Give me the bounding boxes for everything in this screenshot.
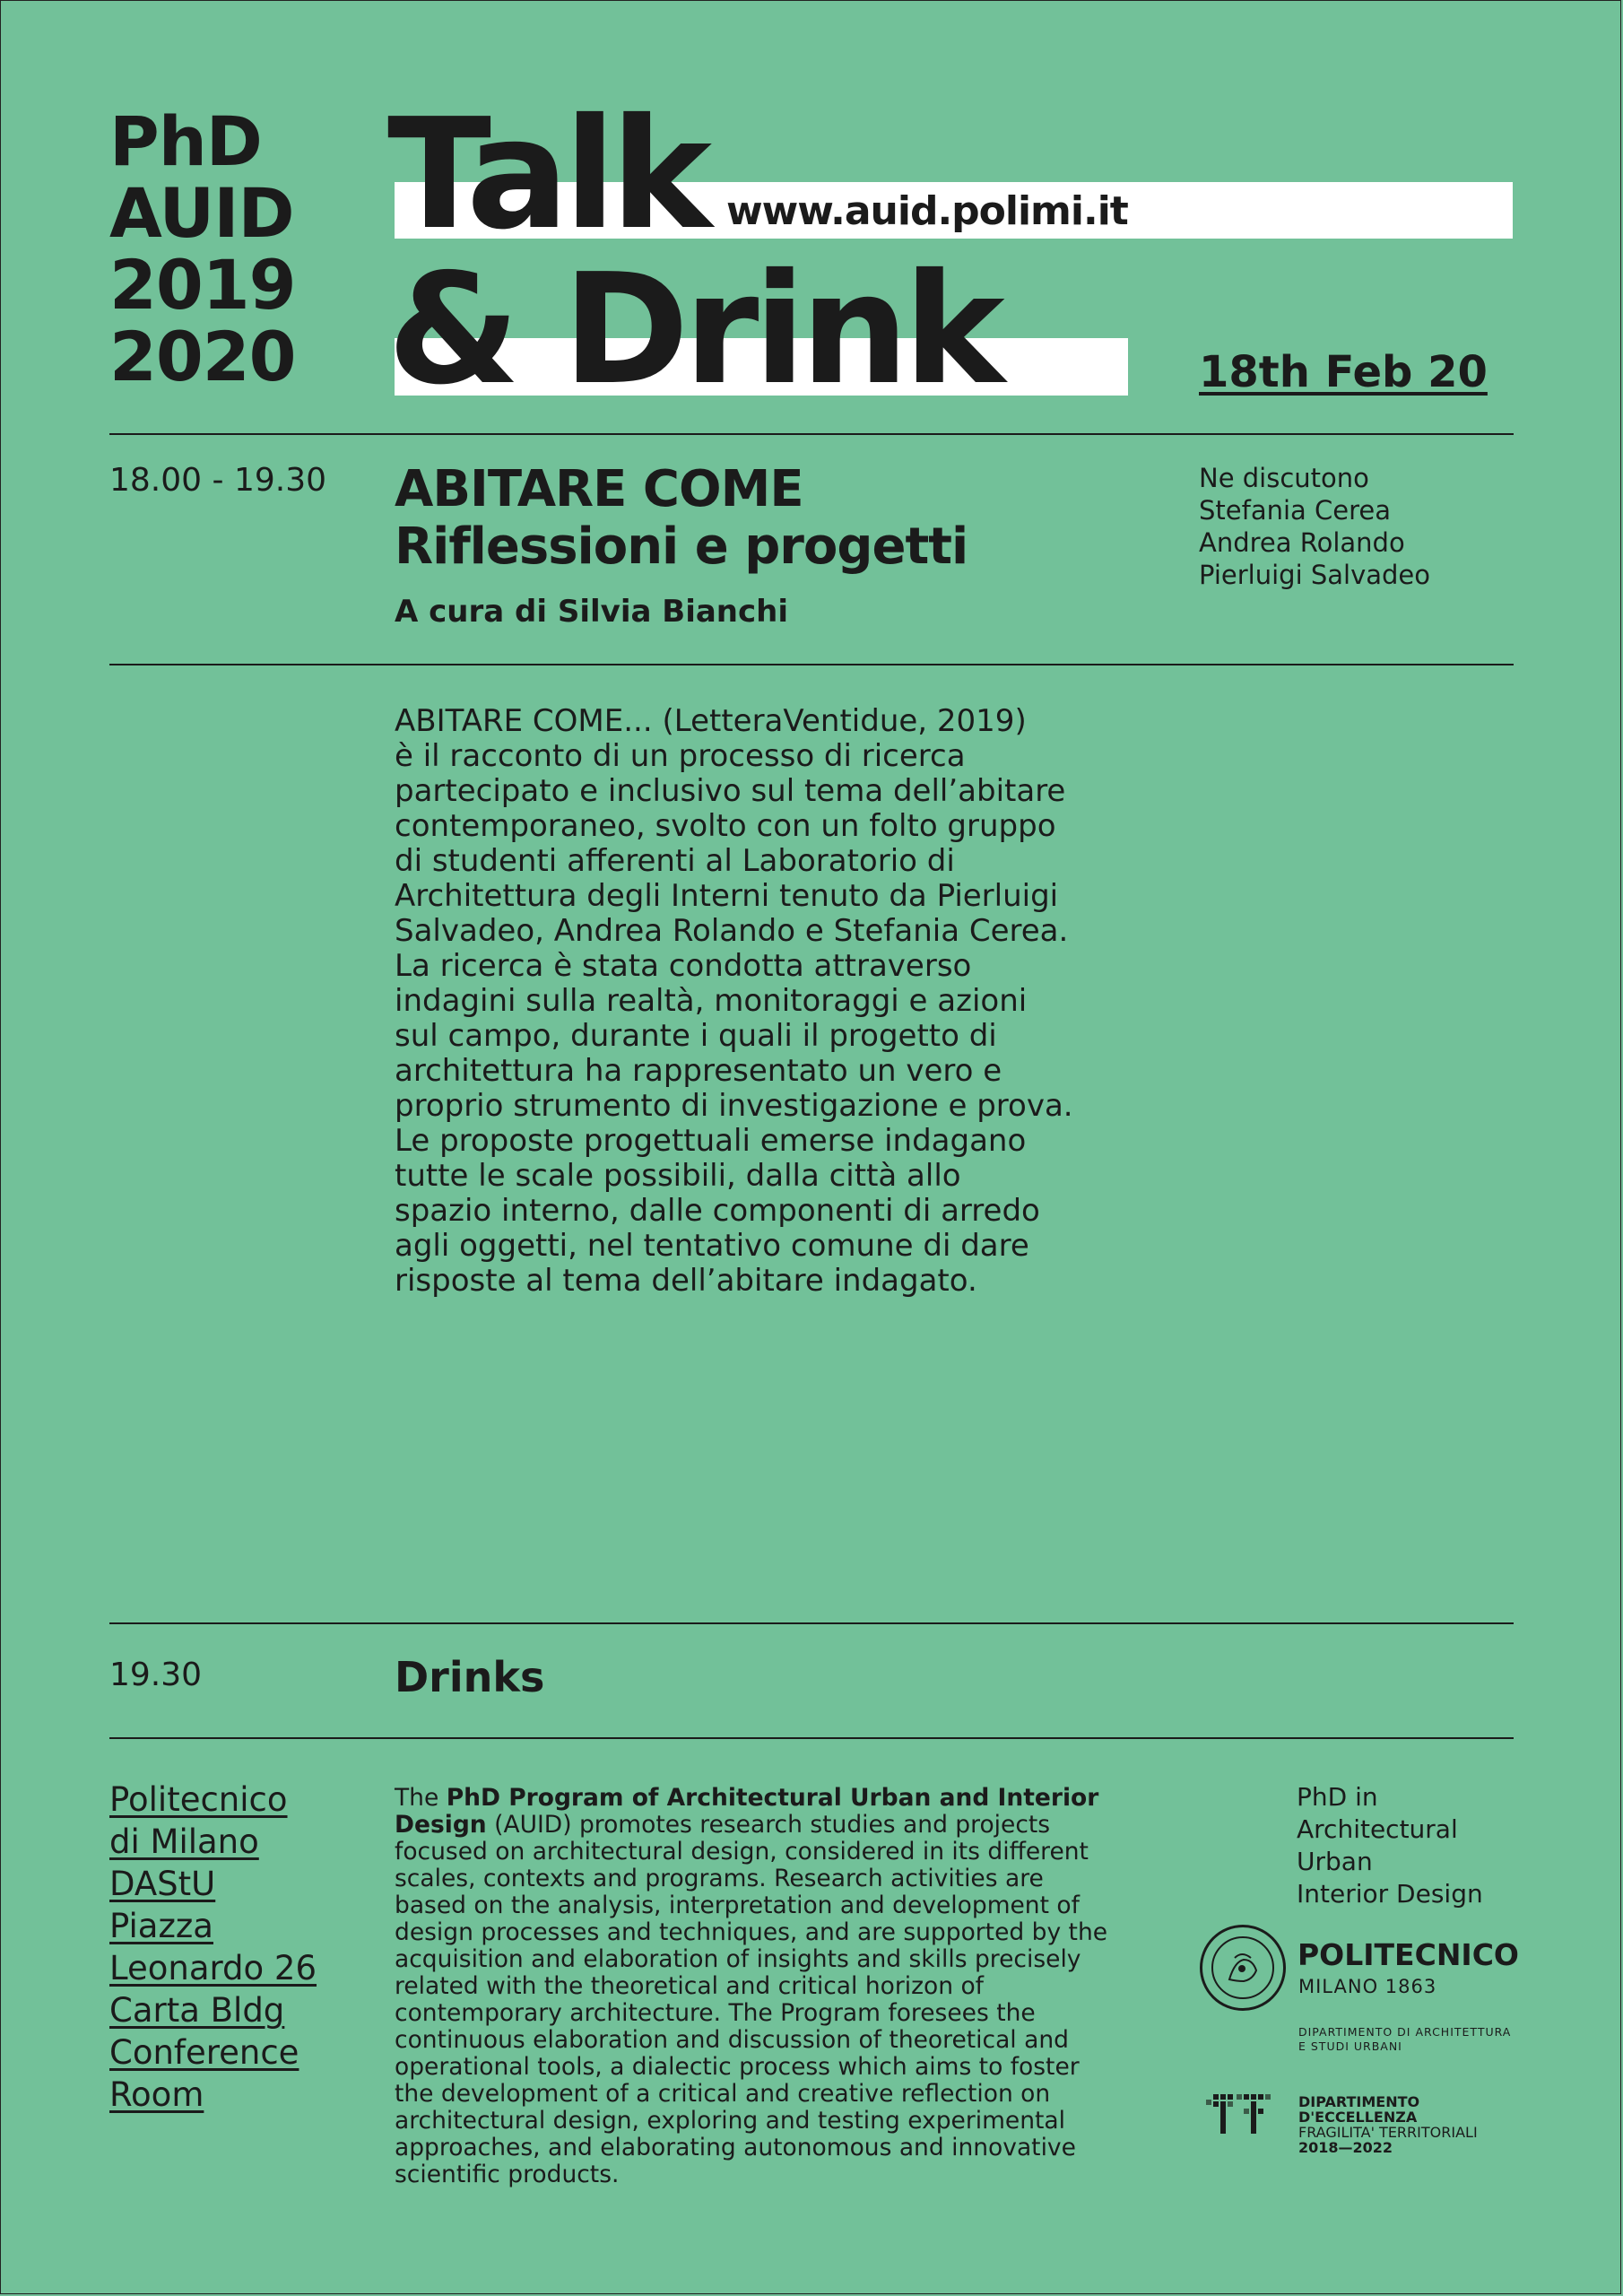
stack-line-2019: 2019 xyxy=(109,245,296,325)
venue-line: Conference xyxy=(109,2033,299,2072)
divider-talk xyxy=(109,664,1514,665)
program-year-stack xyxy=(109,101,296,396)
description-line: è il racconto di un processo di ricerca xyxy=(395,738,966,774)
description-line: indagini sulla realtà, monitoraggi e azioni xyxy=(395,983,1028,1019)
phd-line: PhD in xyxy=(1297,1782,1378,1812)
talk-description xyxy=(395,704,1130,1299)
politecnico-wordmark: POLITECNICO xyxy=(1298,1937,1519,1972)
about-the: The xyxy=(395,1784,439,1812)
phd-line: Urban xyxy=(1297,1847,1373,1876)
phd-line: Interior Design xyxy=(1297,1879,1483,1909)
description-line: sul campo, durante i quali il progetto di xyxy=(395,1018,997,1054)
dastu-line: E STUDI URBANI xyxy=(1298,2039,1402,2053)
description-line: agli oggetti, nel tentativo comune di dare xyxy=(395,1228,1029,1264)
phd-program-label xyxy=(1297,1781,1483,1910)
excellence-line: 2018—2022 xyxy=(1298,2139,1393,2156)
talk-title-line1: ABITARE COME xyxy=(395,460,803,518)
dastu-department-label xyxy=(1298,2025,1511,2054)
talk-curator: A cura di Silvia Bianchi xyxy=(395,594,789,630)
venue-line: di Milano xyxy=(109,1822,259,1861)
stack-line-auid: AUID xyxy=(109,173,294,253)
title-drink: & Drink xyxy=(387,241,1000,419)
excellence-label xyxy=(1298,2094,1478,2155)
about-body: (AUID) promotes research studies and projects focused on architectural design, considered in its different scales, contexts and programs. Research activities are based on the analysis, interpretation and development of design processes and techniques, and are supported by the acquisition and elaboration of insights and skills precisely related with the theoretical and critical horizon of contemporary architecture. The Program foresees the continuous elaboration and discussion of theoretical and operational tools, a dialectic process which aims to foster the development of a critical and creative reflection on architectural design, exploring and testing experimental approaches, and elaborating autonomous and innovative scientific products. xyxy=(395,1811,1108,2188)
description-line: spazio interno, dalle componenti di arredo xyxy=(395,1193,1040,1229)
venue-line: DAStU xyxy=(109,1865,216,1903)
event-date: 18th Feb 20 xyxy=(1199,347,1488,397)
guest-name: Andrea Rolando xyxy=(1199,527,1405,558)
excellence-logo-icon xyxy=(1206,2094,1285,2135)
dastu-line: DIPARTIMENTO DI ARCHITETTURA xyxy=(1298,2025,1512,2039)
venue-line: Carta Bldg xyxy=(109,1991,285,2030)
guests-intro: Ne discutono xyxy=(1199,463,1369,493)
venue-line: Room xyxy=(109,2075,204,2114)
venue-line: Piazza xyxy=(109,1907,213,1945)
description-line: contemporaneo, svolto con un folto gruppo xyxy=(395,808,1056,844)
description-line: proprio strumento di investigazione e prova. xyxy=(395,1088,1073,1124)
program-description xyxy=(395,1785,1112,2188)
drinks-time: 19.30 xyxy=(109,1657,203,1693)
description-line: partecipato e inclusivo sul tema dell’abitare xyxy=(395,773,1066,809)
divider-drinks-top xyxy=(109,1622,1514,1624)
description-line: Architettura degli Interni tenuto da Pierluigi xyxy=(395,878,1059,914)
divider-top xyxy=(109,433,1514,435)
stack-line-phd: PhD xyxy=(109,101,262,181)
drinks-label: Drinks xyxy=(395,1653,545,1701)
description-line: risposte al tema dell’abitare indagato. xyxy=(395,1263,977,1299)
venue-line: Leonardo 26 xyxy=(109,1949,317,1987)
excellence-line: FRAGILITA' TERRITORIALI xyxy=(1298,2124,1478,2141)
venue-line: Politecnico xyxy=(109,1780,288,1819)
venue-address xyxy=(109,1779,317,2116)
description-line: La ricerca è stata condotta attraverso xyxy=(395,948,972,984)
politecnico-milano-1863: MILANO 1863 xyxy=(1298,1976,1437,1997)
talk-title xyxy=(395,461,968,576)
excellence-line: D'ECCELLENZA xyxy=(1298,2109,1418,2126)
program-name: PhD Program of Architectural Urban and Interior Design xyxy=(395,1784,1099,1839)
talk-title-line2: Riflessioni e progetti xyxy=(395,517,968,576)
talk-time: 18.00 - 19.30 xyxy=(109,462,326,499)
divider-drinks-bottom xyxy=(109,1737,1514,1739)
stack-line-2020: 2020 xyxy=(109,317,296,396)
website-url[interactable]: www.auid.polimi.it xyxy=(726,188,1128,234)
description-line: architettura ha rappresentato un vero e xyxy=(395,1053,1002,1089)
guest-name: Pierluigi Salvadeo xyxy=(1199,560,1431,590)
title-talk: Talk xyxy=(387,86,707,264)
politecnico-seal-icon xyxy=(1200,1925,1286,2011)
description-line: Salvadeo, Andrea Rolando e Stefania Cerea. xyxy=(395,913,1069,949)
phd-line: Architectural xyxy=(1297,1814,1458,1844)
guest-list xyxy=(1199,462,1430,591)
description-line: tutte le scale possibili, dalla città allo xyxy=(395,1158,961,1194)
description-line: ABITARE COME... (LetteraVentidue, 2019) xyxy=(395,703,1027,739)
excellence-line: DIPARTIMENTO xyxy=(1298,2093,1420,2110)
description-line: di studenti afferenti al Laboratorio di xyxy=(395,843,955,879)
guest-name: Stefania Cerea xyxy=(1199,495,1392,526)
description-line: Le proposte progettuali emerse indagano xyxy=(395,1123,1027,1159)
